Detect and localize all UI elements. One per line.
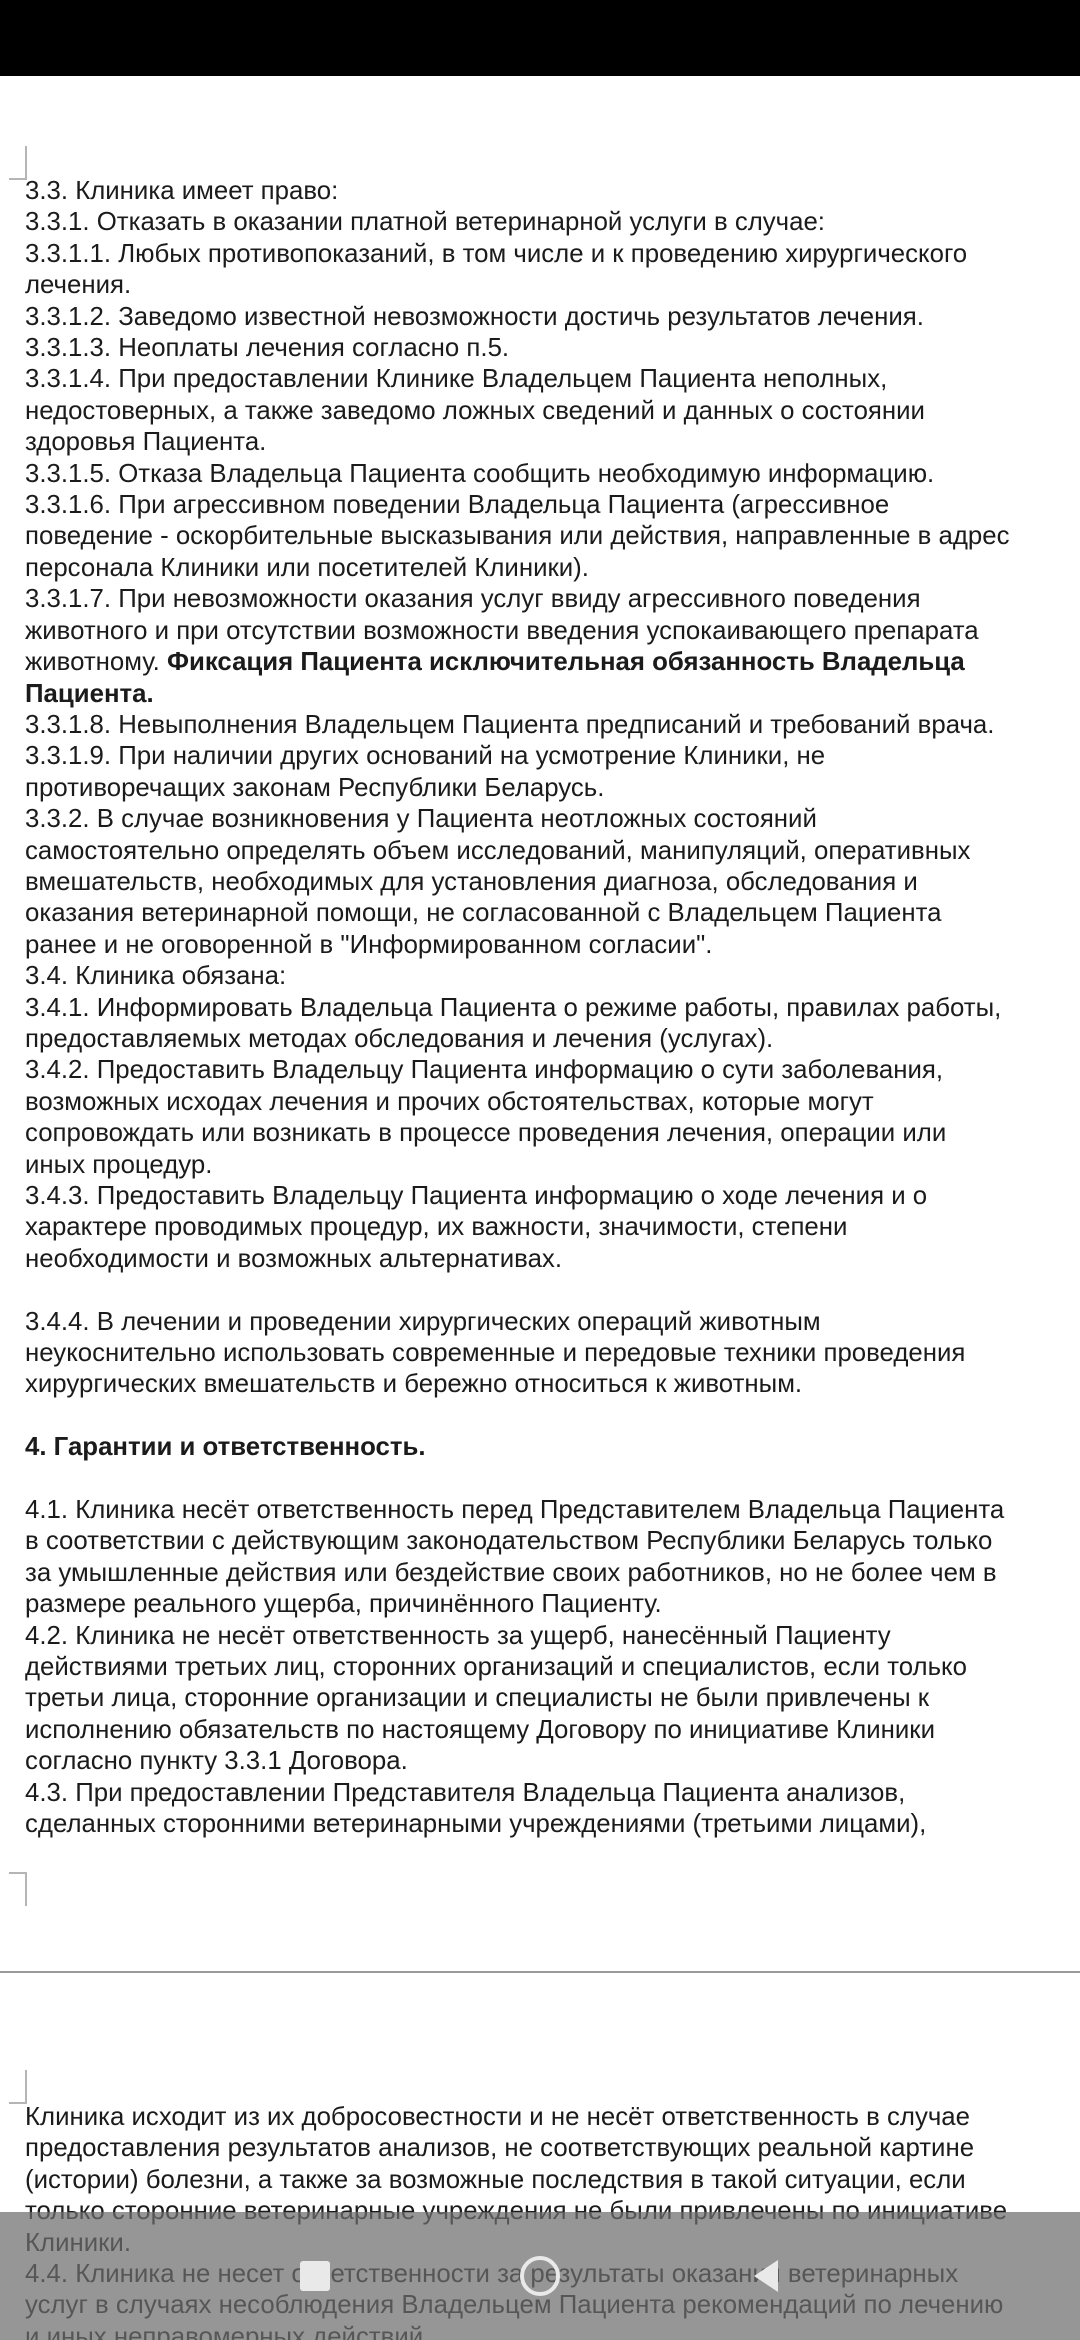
doc-line: ранее и не оговоренной в "Информированном согласии". (25, 930, 713, 959)
doc-line: лечения. (25, 271, 132, 300)
doc-line: (истории) болезни, а также за возможные последствия в такой ситуации, если (25, 2165, 966, 2194)
doc-line: оказания ветеринарной помощи, не согласованной с Владельцем Пациента (25, 899, 942, 928)
doc-line: 3.3.1.1. Любых противопоказаний, в том числе и к проведению хирургического (25, 239, 968, 268)
doc-line: 3.3.1.7. При невозможности оказания услуг ввиду агрессивного поведения (25, 585, 921, 614)
document-page-1 (0, 76, 1080, 1972)
doc-line: Клиника исходит из их добросовестности и не несёт ответственность в случае (25, 2103, 970, 2131)
doc-line: 3.3.1.5. Отказа Владельца Пациента сообщить необходимую информацию. (25, 459, 935, 488)
navigation-bar (0, 2212, 1080, 2340)
doc-line: 3.4.4. В лечении и проведении хирургических операций животным (25, 1307, 821, 1336)
doc-line: 3.4. Клиника обязана: (25, 962, 287, 991)
doc-line: сопровождать или возникать в процессе проведения лечения, операции или (25, 1119, 947, 1148)
doc-line: иных процедур. (25, 1150, 213, 1179)
blank-line (25, 1275, 1080, 1306)
section-heading (25, 1432, 1080, 1463)
doc-line: 3.4.3. Предоставить Владельцу Пациента информацию о ходе лечения и о (25, 1182, 928, 1210)
page-1-text (25, 176, 1080, 1840)
doc-line-part: животному. (25, 648, 160, 677)
doc-line: 4.3. При предоставлении Представителя Владельца Пациента анализов, (25, 1778, 906, 1807)
doc-line: характере проводимых процедур, их важности, значимости, степени (25, 1213, 848, 1242)
bold-notice-cont: Пациента. (25, 679, 154, 708)
doc-line: исполнению обязательств по настоящему Договору по инициативе Клиники (25, 1715, 935, 1744)
doc-line: хирургических вмешательств и бережно относиться к животным. (25, 1370, 803, 1399)
page-corner-mark-top (9, 146, 27, 180)
doc-line: 4.1. Клиника несёт ответственность перед Представителем Владельца Пациента (25, 1496, 1005, 1525)
section-heading-text: 4. Гарантии и ответственность. (25, 1433, 426, 1462)
back-button[interactable] (742, 2252, 790, 2300)
doc-line: поведение - оскорбительные высказывания или действия, направленные в адрес (25, 522, 1010, 551)
doc-line: за умышленные действия или бездействие своих работников, но не более чем в (25, 1558, 997, 1587)
doc-line: неукоснительно использовать современные и передовые техники проведения (25, 1339, 966, 1368)
doc-line: в соответствии с действующим законодательством Республики Беларусь только (25, 1527, 993, 1556)
doc-line: 3.3.1.9. При наличии других оснований на усмотрение Клиники, не (25, 742, 826, 771)
doc-line: животного и при отсутствии возможности введения успокаивающего препарата (25, 616, 979, 645)
doc-line: действиями третьих лиц, сторонних организаций и специалистов, если только (25, 1653, 967, 1682)
doc-line: возможных исходах лечения и прочих обстоятельствах, которые могут (25, 1087, 874, 1116)
circle-icon (520, 2256, 560, 2296)
doc-line: 3.4.1. Информировать Владельца Пациента о режиме работы, правилах работы, (25, 993, 1002, 1022)
doc-line (25, 647, 1080, 678)
doc-line: 3.3.1.2. Заведомо известной невозможности достичь результатов лечения. (25, 302, 924, 331)
doc-line: согласно пункту 3.3.1 Договора. (25, 1747, 408, 1776)
doc-line: сделанных сторонними ветеринарными учреждениями (третьими лицами), (25, 1810, 927, 1839)
doc-line: 3.3.1.8. Невыполнения Владельцем Пациента предписаний и требований врача. (25, 710, 995, 739)
doc-line: 3.3.1.3. Неоплаты лечения согласно п.5. (25, 334, 510, 363)
triangle-icon (754, 2260, 778, 2292)
page-separator (0, 1971, 1080, 1973)
doc-line: 3.3.1.4. При предоставлении Клинике Владельцем Пациента неполных, (25, 365, 888, 394)
doc-line: вмешательств, необходимых для установления диагноза, обследования и (25, 867, 918, 896)
doc-line: 3.3.1.6. При агрессивном поведении Владельца Пациента (агрессивное (25, 491, 890, 520)
doc-line: 3.3.2. В случае возникновения у Пациента неотложных состояний (25, 805, 817, 834)
doc-line: 3.3. Клиника имеет право: (25, 177, 339, 205)
doc-line: 4.2. Клиника не несёт ответственность за ущерб, нанесённый Пациенту (25, 1621, 891, 1650)
blank-line (25, 1401, 1080, 1432)
doc-line: здоровья Пациента. (25, 428, 267, 457)
doc-line: персонала Клиники или посетителей Клиники). (25, 553, 589, 582)
home-button[interactable] (516, 2252, 564, 2300)
doc-line: предоставляемых методах обследования и лечения (услугах). (25, 1024, 774, 1053)
page-corner-mark-top (9, 2070, 27, 2104)
doc-line: необходимости и возможных альтернативах. (25, 1244, 562, 1273)
bold-notice: Фиксация Пациента исключительная обязанность Владельца (166, 648, 965, 677)
doc-line: недостоверных, а также заведомо ложных сведений и данных о состоянии (25, 396, 925, 425)
blank-line (25, 1464, 1080, 1495)
recents-button[interactable] (291, 2252, 339, 2300)
doc-line: 3.4.2. Предоставить Владельцу Пациента информацию о сути заболевания, (25, 1056, 944, 1085)
page-corner-mark-bottom (9, 1872, 27, 1906)
doc-line: третьи лица, сторонние организации и специалисты не были привлечены к (25, 1684, 930, 1713)
doc-line: противоречащих законам Республики Беларусь. (25, 773, 605, 802)
doc-line: самостоятельно определять объем исследований, манипуляций, оперативных (25, 836, 971, 865)
status-bar (0, 0, 1080, 76)
doc-line: 3.3.1. Отказать в оказании платной ветеринарной услуги в случае: (25, 208, 825, 237)
doc-line (25, 679, 1080, 710)
square-icon (300, 2261, 330, 2291)
doc-line: размере реального ущерба, причинённого Пациенту. (25, 1590, 662, 1619)
doc-line: предоставления результатов анализов, не соответствующих реальной картине (25, 2134, 975, 2163)
